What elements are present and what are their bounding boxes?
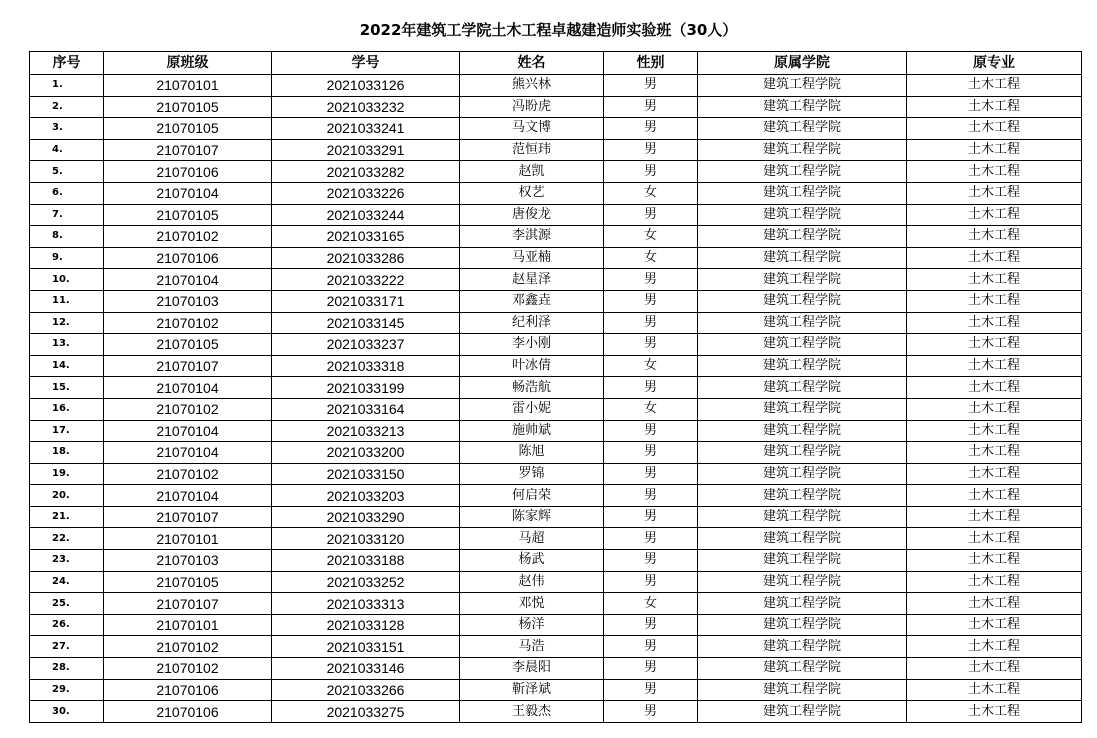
cell-name: 何启荣 <box>460 485 604 507</box>
cell-gender: 男 <box>604 161 698 183</box>
cell-name: 赵伟 <box>460 571 604 593</box>
table-row <box>30 442 1082 464</box>
cell-seq: 30. <box>30 701 104 723</box>
cell-original-class: 21070107 <box>104 593 272 615</box>
cell-original-class: 21070103 <box>104 550 272 572</box>
cell-seq: 21. <box>30 506 104 528</box>
cell-student-id: 2021033226 <box>272 182 460 204</box>
cell-original-class: 21070102 <box>104 658 272 680</box>
cell-original-class: 21070105 <box>104 118 272 140</box>
cell-original-major: 土木工程 <box>907 355 1082 377</box>
cell-original-class: 21070107 <box>104 139 272 161</box>
cell-gender: 男 <box>604 658 698 680</box>
cell-seq: 1. <box>30 75 104 97</box>
cell-gender: 女 <box>604 398 698 420</box>
cell-original-class: 21070104 <box>104 485 272 507</box>
student-roster-table <box>29 51 1082 723</box>
cell-name: 赵凯 <box>460 161 604 183</box>
cell-student-id: 2021033200 <box>272 442 460 464</box>
cell-original-major: 土木工程 <box>907 118 1082 140</box>
cell-original-college: 建筑工程学院 <box>698 334 907 356</box>
cell-original-major: 土木工程 <box>907 614 1082 636</box>
cell-original-class: 21070101 <box>104 528 272 550</box>
cell-gender: 男 <box>604 442 698 464</box>
cell-seq: 4. <box>30 139 104 161</box>
cell-student-id: 2021033188 <box>272 550 460 572</box>
cell-original-major: 土木工程 <box>907 226 1082 248</box>
cell-name: 范恒玮 <box>460 139 604 161</box>
cell-name: 马超 <box>460 528 604 550</box>
cell-original-college: 建筑工程学院 <box>698 96 907 118</box>
cell-original-college: 建筑工程学院 <box>698 485 907 507</box>
cell-seq: 29. <box>30 679 104 701</box>
cell-seq: 3. <box>30 118 104 140</box>
table-row <box>30 658 1082 680</box>
cell-name: 罗锦 <box>460 463 604 485</box>
cell-seq: 23. <box>30 550 104 572</box>
cell-seq: 16. <box>30 398 104 420</box>
header-name: 姓名 <box>460 52 604 75</box>
cell-original-major: 土木工程 <box>907 290 1082 312</box>
header-gender: 性别 <box>604 52 698 75</box>
cell-seq: 15. <box>30 377 104 399</box>
cell-name: 雷小妮 <box>460 398 604 420</box>
cell-original-college: 建筑工程学院 <box>698 398 907 420</box>
cell-original-class: 21070106 <box>104 247 272 269</box>
cell-original-college: 建筑工程学院 <box>698 701 907 723</box>
table-row <box>30 593 1082 615</box>
cell-student-id: 2021033165 <box>272 226 460 248</box>
cell-gender: 男 <box>604 679 698 701</box>
cell-original-college: 建筑工程学院 <box>698 139 907 161</box>
cell-original-major: 土木工程 <box>907 204 1082 226</box>
cell-student-id: 2021033203 <box>272 485 460 507</box>
cell-name: 叶冰倩 <box>460 355 604 377</box>
cell-student-id: 2021033120 <box>272 528 460 550</box>
cell-gender: 男 <box>604 550 698 572</box>
table-row <box>30 75 1082 97</box>
cell-original-college: 建筑工程学院 <box>698 75 907 97</box>
cell-student-id: 2021033146 <box>272 658 460 680</box>
cell-original-major: 土木工程 <box>907 550 1082 572</box>
cell-seq: 26. <box>30 614 104 636</box>
cell-student-id: 2021033244 <box>272 204 460 226</box>
cell-gender: 女 <box>604 182 698 204</box>
cell-original-college: 建筑工程学院 <box>698 571 907 593</box>
cell-original-major: 土木工程 <box>907 442 1082 464</box>
table-row <box>30 269 1082 291</box>
cell-gender: 男 <box>604 139 698 161</box>
table-row <box>30 420 1082 442</box>
cell-student-id: 2021033145 <box>272 312 460 334</box>
cell-gender: 男 <box>604 614 698 636</box>
cell-original-college: 建筑工程学院 <box>698 118 907 140</box>
cell-seq: 11. <box>30 290 104 312</box>
document-title: 2022年建筑工学院土木工程卓越建造师实验班（30人） <box>359 21 738 39</box>
table-header-row <box>30 52 1082 75</box>
cell-original-college: 建筑工程学院 <box>698 269 907 291</box>
cell-original-college: 建筑工程学院 <box>698 161 907 183</box>
cell-original-class: 21070105 <box>104 334 272 356</box>
cell-seq: 24. <box>30 571 104 593</box>
cell-gender: 男 <box>604 636 698 658</box>
cell-student-id: 2021033126 <box>272 75 460 97</box>
cell-gender: 男 <box>604 269 698 291</box>
table-row <box>30 139 1082 161</box>
cell-gender: 女 <box>604 247 698 269</box>
table-row <box>30 118 1082 140</box>
cell-student-id: 2021033237 <box>272 334 460 356</box>
cell-original-major: 土木工程 <box>907 506 1082 528</box>
cell-seq: 14. <box>30 355 104 377</box>
cell-original-class: 21070102 <box>104 226 272 248</box>
cell-original-college: 建筑工程学院 <box>698 506 907 528</box>
cell-original-major: 土木工程 <box>907 485 1082 507</box>
cell-gender: 男 <box>604 334 698 356</box>
table-row <box>30 463 1082 485</box>
cell-student-id: 2021033241 <box>272 118 460 140</box>
cell-gender: 女 <box>604 226 698 248</box>
cell-original-major: 土木工程 <box>907 463 1082 485</box>
cell-gender: 男 <box>604 701 698 723</box>
cell-original-class: 21070104 <box>104 269 272 291</box>
cell-original-major: 土木工程 <box>907 679 1082 701</box>
cell-original-class: 21070102 <box>104 636 272 658</box>
cell-original-major: 土木工程 <box>907 96 1082 118</box>
cell-original-college: 建筑工程学院 <box>698 226 907 248</box>
cell-original-class: 21070104 <box>104 377 272 399</box>
cell-original-class: 21070106 <box>104 161 272 183</box>
cell-original-major: 土木工程 <box>907 269 1082 291</box>
cell-original-major: 土木工程 <box>907 701 1082 723</box>
cell-name: 赵星泽 <box>460 269 604 291</box>
cell-name: 邓鑫垚 <box>460 290 604 312</box>
cell-original-college: 建筑工程学院 <box>698 679 907 701</box>
cell-gender: 男 <box>604 312 698 334</box>
cell-gender: 男 <box>604 485 698 507</box>
cell-original-major: 土木工程 <box>907 658 1082 680</box>
table-row <box>30 226 1082 248</box>
cell-student-id: 2021033150 <box>272 463 460 485</box>
cell-original-college: 建筑工程学院 <box>698 442 907 464</box>
cell-student-id: 2021033171 <box>272 290 460 312</box>
cell-gender: 男 <box>604 118 698 140</box>
cell-original-class: 21070106 <box>104 701 272 723</box>
cell-name: 马文博 <box>460 118 604 140</box>
cell-gender: 男 <box>604 75 698 97</box>
cell-name: 陈家辉 <box>460 506 604 528</box>
cell-original-class: 21070104 <box>104 420 272 442</box>
table-row <box>30 679 1082 701</box>
cell-gender: 女 <box>604 355 698 377</box>
cell-original-class: 21070105 <box>104 96 272 118</box>
cell-student-id: 2021033222 <box>272 269 460 291</box>
cell-seq: 10. <box>30 269 104 291</box>
cell-name: 李晨阳 <box>460 658 604 680</box>
header-original-major: 原专业 <box>907 52 1082 75</box>
cell-original-class: 21070102 <box>104 312 272 334</box>
cell-name: 靳泽斌 <box>460 679 604 701</box>
cell-student-id: 2021033164 <box>272 398 460 420</box>
cell-seq: 9. <box>30 247 104 269</box>
cell-seq: 18. <box>30 442 104 464</box>
table-row <box>30 377 1082 399</box>
cell-original-college: 建筑工程学院 <box>698 550 907 572</box>
cell-original-college: 建筑工程学院 <box>698 593 907 615</box>
cell-gender: 男 <box>604 506 698 528</box>
cell-seq: 28. <box>30 658 104 680</box>
cell-student-id: 2021033266 <box>272 679 460 701</box>
cell-seq: 7. <box>30 204 104 226</box>
cell-name: 李小刚 <box>460 334 604 356</box>
table-row <box>30 290 1082 312</box>
cell-original-class: 21070101 <box>104 75 272 97</box>
cell-original-major: 土木工程 <box>907 636 1082 658</box>
cell-seq: 25. <box>30 593 104 615</box>
cell-original-class: 21070102 <box>104 398 272 420</box>
cell-student-id: 2021033252 <box>272 571 460 593</box>
cell-original-major: 土木工程 <box>907 528 1082 550</box>
table-row <box>30 398 1082 420</box>
cell-original-college: 建筑工程学院 <box>698 420 907 442</box>
cell-original-major: 土木工程 <box>907 334 1082 356</box>
cell-original-major: 土木工程 <box>907 161 1082 183</box>
cell-student-id: 2021033213 <box>272 420 460 442</box>
cell-original-college: 建筑工程学院 <box>698 636 907 658</box>
table-row <box>30 334 1082 356</box>
cell-original-class: 21070106 <box>104 679 272 701</box>
table-row <box>30 247 1082 269</box>
table-body <box>30 75 1082 723</box>
table-row <box>30 701 1082 723</box>
cell-original-college: 建筑工程学院 <box>698 247 907 269</box>
cell-original-class: 21070105 <box>104 204 272 226</box>
cell-name: 畅浩航 <box>460 377 604 399</box>
cell-original-class: 21070101 <box>104 614 272 636</box>
cell-seq: 8. <box>30 226 104 248</box>
table-row <box>30 355 1082 377</box>
cell-student-id: 2021033275 <box>272 701 460 723</box>
cell-seq: 12. <box>30 312 104 334</box>
cell-original-class: 21070102 <box>104 463 272 485</box>
cell-seq: 5. <box>30 161 104 183</box>
header-seq: 序号 <box>30 52 104 75</box>
cell-original-college: 建筑工程学院 <box>698 182 907 204</box>
cell-original-college: 建筑工程学院 <box>698 312 907 334</box>
cell-original-college: 建筑工程学院 <box>698 614 907 636</box>
cell-original-major: 土木工程 <box>907 139 1082 161</box>
cell-name: 熊兴林 <box>460 75 604 97</box>
cell-original-college: 建筑工程学院 <box>698 528 907 550</box>
cell-original-major: 土木工程 <box>907 182 1082 204</box>
cell-seq: 13. <box>30 334 104 356</box>
cell-seq: 17. <box>30 420 104 442</box>
cell-student-id: 2021033318 <box>272 355 460 377</box>
cell-name: 权艺 <box>460 182 604 204</box>
cell-name: 李淇源 <box>460 226 604 248</box>
cell-original-major: 土木工程 <box>907 420 1082 442</box>
cell-seq: 19. <box>30 463 104 485</box>
cell-original-major: 土木工程 <box>907 377 1082 399</box>
table-row <box>30 312 1082 334</box>
cell-gender: 男 <box>604 571 698 593</box>
cell-gender: 男 <box>604 377 698 399</box>
table-row <box>30 485 1082 507</box>
cell-original-college: 建筑工程学院 <box>698 204 907 226</box>
cell-gender: 女 <box>604 593 698 615</box>
table-row <box>30 506 1082 528</box>
cell-original-class: 21070104 <box>104 442 272 464</box>
cell-student-id: 2021033282 <box>272 161 460 183</box>
cell-original-class: 21070104 <box>104 182 272 204</box>
cell-name: 施帅斌 <box>460 420 604 442</box>
cell-name: 马浩 <box>460 636 604 658</box>
table-row <box>30 528 1082 550</box>
table-row <box>30 636 1082 658</box>
cell-gender: 男 <box>604 463 698 485</box>
header-original-class: 原班级 <box>104 52 272 75</box>
cell-seq: 20. <box>30 485 104 507</box>
table-row <box>30 182 1082 204</box>
cell-original-class: 21070103 <box>104 290 272 312</box>
cell-gender: 男 <box>604 96 698 118</box>
table-row <box>30 161 1082 183</box>
cell-student-id: 2021033199 <box>272 377 460 399</box>
cell-original-college: 建筑工程学院 <box>698 377 907 399</box>
cell-seq: 6. <box>30 182 104 204</box>
cell-original-college: 建筑工程学院 <box>698 658 907 680</box>
table-row <box>30 571 1082 593</box>
table-row <box>30 614 1082 636</box>
cell-seq: 22. <box>30 528 104 550</box>
cell-name: 冯盼虎 <box>460 96 604 118</box>
cell-student-id: 2021033290 <box>272 506 460 528</box>
cell-name: 唐俊龙 <box>460 204 604 226</box>
cell-gender: 男 <box>604 290 698 312</box>
header-student-id: 学号 <box>272 52 460 75</box>
cell-gender: 男 <box>604 420 698 442</box>
cell-original-college: 建筑工程学院 <box>698 463 907 485</box>
cell-name: 邓悦 <box>460 593 604 615</box>
cell-original-major: 土木工程 <box>907 571 1082 593</box>
cell-original-major: 土木工程 <box>907 312 1082 334</box>
cell-gender: 男 <box>604 528 698 550</box>
cell-name: 杨洋 <box>460 614 604 636</box>
cell-name: 陈旭 <box>460 442 604 464</box>
cell-student-id: 2021033313 <box>272 593 460 615</box>
cell-original-major: 土木工程 <box>907 75 1082 97</box>
cell-name: 杨武 <box>460 550 604 572</box>
cell-seq: 2. <box>30 96 104 118</box>
cell-original-class: 21070107 <box>104 355 272 377</box>
cell-student-id: 2021033291 <box>272 139 460 161</box>
cell-original-major: 土木工程 <box>907 247 1082 269</box>
cell-student-id: 2021033151 <box>272 636 460 658</box>
cell-name: 马亚楠 <box>460 247 604 269</box>
cell-student-id: 2021033128 <box>272 614 460 636</box>
cell-original-major: 土木工程 <box>907 593 1082 615</box>
cell-name: 纪利泽 <box>460 312 604 334</box>
cell-name: 王毅杰 <box>460 701 604 723</box>
cell-original-college: 建筑工程学院 <box>698 355 907 377</box>
cell-gender: 男 <box>604 204 698 226</box>
cell-seq: 27. <box>30 636 104 658</box>
cell-student-id: 2021033286 <box>272 247 460 269</box>
cell-original-class: 21070107 <box>104 506 272 528</box>
cell-student-id: 2021033232 <box>272 96 460 118</box>
cell-original-major: 土木工程 <box>907 398 1082 420</box>
table-row <box>30 204 1082 226</box>
cell-original-college: 建筑工程学院 <box>698 290 907 312</box>
cell-original-class: 21070105 <box>104 571 272 593</box>
table-row <box>30 96 1082 118</box>
header-original-college: 原属学院 <box>698 52 907 75</box>
table-row <box>30 550 1082 572</box>
